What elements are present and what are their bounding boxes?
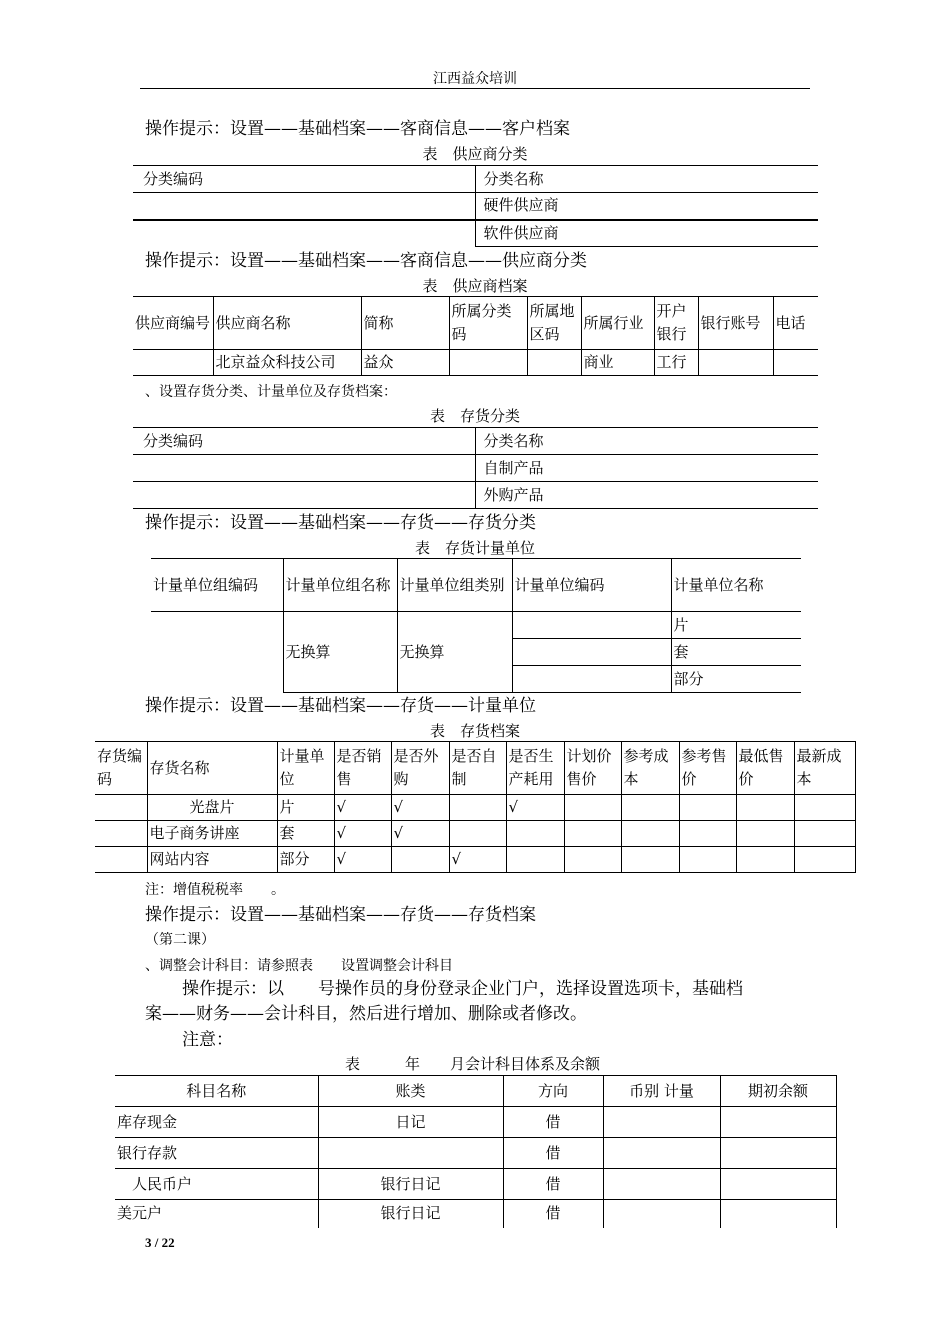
table-cell: √: [391, 795, 449, 821]
table-cell: 借: [503, 1138, 603, 1169]
tip-supplier-class: 操作提示：设置——基础档案——客商信息——供应商分类: [145, 251, 587, 271]
table-header: 账类: [318, 1076, 503, 1107]
table-header: 供应商编号: [133, 297, 213, 350]
table-header: 电话: [773, 297, 818, 350]
table-cell: [736, 821, 794, 847]
table-header: 计量单位组编码: [151, 559, 283, 612]
table-header: 是否销售: [334, 742, 391, 795]
measure-unit-table: [151, 558, 801, 693]
caption-inventory-class: 表 存货分类: [429, 407, 520, 425]
table-cell: 电子商务讲座: [147, 821, 277, 847]
table-cell: 人民币户: [115, 1169, 318, 1200]
table-cell: [564, 795, 621, 821]
table-cell: 银行日记: [318, 1169, 503, 1200]
table-cell: 外购产品: [483, 485, 544, 504]
table-header: 分类编码: [133, 166, 475, 193]
table-header: 分类名称: [483, 431, 544, 450]
table-cell: 自制产品: [483, 458, 544, 477]
table-header: 所属分类码: [449, 297, 527, 350]
table-cell: [449, 795, 506, 821]
vat-note: 注：增值税税率 。: [145, 882, 285, 898]
table-cell: [621, 847, 679, 873]
table-cell: [603, 1200, 720, 1228]
table-header: 计量单位组名称: [283, 559, 397, 612]
supplier-archive-table: [133, 296, 818, 376]
table-cell: [794, 847, 855, 873]
table-header: 所属行业: [581, 297, 654, 350]
table-cell: [318, 1138, 503, 1169]
page-header-title: 江西益众培训: [433, 71, 517, 87]
table-cell: [621, 795, 679, 821]
page-number: 3 / 22: [145, 1235, 175, 1250]
table-cell: √: [506, 795, 564, 821]
table-header: 计量单位编码: [512, 559, 671, 612]
table-cell: [794, 795, 855, 821]
table-cell: 库存现金: [115, 1107, 318, 1138]
table-header: 银行账号: [698, 297, 773, 350]
tip-inventory-archive: 操作提示：设置——基础档案——存货——存货档案: [145, 905, 536, 925]
tip-inventory-class: 操作提示：设置——基础档案——存货——存货分类: [145, 513, 536, 533]
table-header: 计量单位: [277, 742, 334, 795]
table-cell: [133, 455, 475, 482]
table-cell: [603, 1169, 720, 1200]
table-cell: √: [334, 847, 391, 873]
caption-inventory-archive: 表 存货档案: [429, 722, 520, 740]
table-cell: 美元户: [115, 1200, 318, 1228]
table-cell: [564, 821, 621, 847]
table-cell: [133, 482, 475, 509]
table-cell: [773, 350, 818, 376]
table-header: 科目名称: [115, 1076, 318, 1107]
table-header: 存货名称: [147, 742, 277, 795]
table-cell: [506, 847, 564, 873]
table-cell: 部分: [671, 666, 801, 693]
table-cell: [679, 847, 736, 873]
table-cell: [720, 1200, 836, 1228]
table-cell: 光盘片: [147, 795, 277, 821]
table-cell: √: [334, 795, 391, 821]
table-header: 最低售价: [736, 742, 794, 795]
table-cell: 片: [277, 795, 334, 821]
table-cell: 软件供应商: [475, 220, 818, 247]
table-cell: [449, 350, 527, 376]
table-header: 是否外购: [391, 742, 449, 795]
table-header: 开户银行: [654, 297, 698, 350]
table-cell: 无换算: [397, 612, 512, 693]
table-header: 分类编码: [133, 428, 475, 455]
table-cell: 借: [503, 1107, 603, 1138]
table-cell: [512, 639, 671, 666]
table-cell: [603, 1138, 720, 1169]
section-inventory-heading: 、设置存货分类、计量单位及存货档案：: [145, 384, 397, 400]
table-cell: [95, 795, 147, 821]
table-header: 计划价售价: [564, 742, 621, 795]
table-cell: 工行: [654, 350, 698, 376]
table-cell: [449, 821, 506, 847]
table-cell: [720, 1169, 836, 1200]
table-cell: 借: [503, 1200, 603, 1228]
table-cell: 硬件供应商: [483, 196, 559, 215]
table-cell: [527, 350, 581, 376]
table-cell: [506, 821, 564, 847]
caption-supplier-archive: 表 供应商档案: [422, 277, 528, 295]
table-cell: [603, 1107, 720, 1138]
table-cell: [151, 612, 283, 693]
table-cell: [621, 821, 679, 847]
table-cell: √: [334, 821, 391, 847]
supplier-class-table: [133, 165, 818, 247]
table-cell: 银行存款: [115, 1138, 318, 1169]
table-header: 计量单位组类别: [397, 559, 512, 612]
table-cell: 银行日记: [318, 1200, 503, 1228]
table-cell: 网站内容: [147, 847, 277, 873]
table-cell: [698, 350, 773, 376]
table-cell: [679, 821, 736, 847]
tip-measure-unit: 操作提示：设置——基础档案——存货——计量单位: [145, 696, 536, 716]
accounts-table: [115, 1075, 837, 1228]
table-cell: [794, 821, 855, 847]
table-header: 计量单位名称: [671, 559, 801, 612]
caption-supplier-class: 表 供应商分类: [422, 145, 528, 163]
tip-accounts-line-1: 操作提示：以 号操作员的身份登录企业门户，选择设置选项卡，基础档: [182, 979, 743, 999]
table-cell: 片: [671, 612, 801, 639]
table-cell: [720, 1107, 836, 1138]
table-cell: [512, 612, 671, 639]
caption-measure-unit: 表 存货计量单位: [414, 539, 535, 557]
table-header: 供应商名称: [213, 297, 361, 350]
table-header: 方向: [503, 1076, 603, 1107]
table-cell: 北京益众科技公司: [213, 350, 361, 376]
table-header: 参考成本: [621, 742, 679, 795]
table-cell: [95, 847, 147, 873]
table-cell: 套: [277, 821, 334, 847]
table-cell: [512, 666, 671, 693]
inventory-class-table: [133, 427, 818, 509]
tip-accounts-line-2: 案——财务——会计科目，然后进行增加、删除或者修改。: [145, 1004, 587, 1024]
table-cell: 商业: [581, 350, 654, 376]
table-cell: 套: [671, 639, 801, 666]
table-cell: [95, 821, 147, 847]
table-header: 存货编码: [95, 742, 147, 795]
table-header: 是否生产耗用: [506, 742, 564, 795]
tip-customer-archive: 操作提示：设置——基础档案——客商信息——客户档案: [145, 119, 570, 139]
table-header: 币别 计量: [603, 1076, 720, 1107]
table-cell: [736, 847, 794, 873]
inventory-archive-table: [95, 741, 856, 873]
table-cell: [564, 847, 621, 873]
lesson-two-heading: （第二课）: [145, 932, 215, 948]
table-header: 参考售价: [679, 742, 736, 795]
table-cell: [679, 795, 736, 821]
table-cell: [133, 220, 475, 247]
table-header: 最新成本: [794, 742, 855, 795]
table-header: 简称: [361, 297, 449, 350]
table-cell: 借: [503, 1169, 603, 1200]
table-cell: [720, 1138, 836, 1169]
table-cell: [133, 193, 475, 220]
table-cell: [133, 350, 213, 376]
table-header: 是否自制: [449, 742, 506, 795]
table-header: 分类名称: [483, 169, 544, 188]
table-cell: √: [391, 821, 449, 847]
attention-label: 注意：: [182, 1030, 233, 1050]
header-rule: [140, 88, 810, 89]
table-cell: 日记: [318, 1107, 503, 1138]
table-cell: 益众: [361, 350, 449, 376]
table-cell: [391, 847, 449, 873]
table-header: 期初余额: [720, 1076, 836, 1107]
table-cell: √: [449, 847, 506, 873]
table-cell: 部分: [277, 847, 334, 873]
table-cell: [736, 795, 794, 821]
caption-accounts: 表 年 月会计科目体系及余额: [345, 1055, 601, 1073]
table-header: 所属地区码: [527, 297, 581, 350]
table-cell: 无换算: [283, 612, 397, 693]
adjust-accounts-instruction: 、调整会计科目：请参照表 设置调整会计科目: [145, 958, 453, 974]
